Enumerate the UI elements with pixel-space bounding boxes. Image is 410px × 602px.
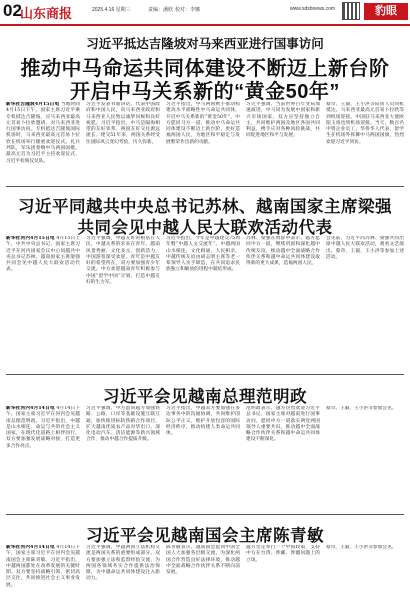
page-number: 02 [3, 1, 22, 20]
article1-headline-line2: 开启中马关系新的“黄金50年” [70, 81, 340, 103]
section-divider [6, 186, 404, 187]
section-divider [6, 374, 404, 375]
article1-column-5: 蔡奇、王毅、王小洪等陪同人员同机抵达。马来西亚最高元首易卜拉欣等到机场迎接。中国驻马来西亚大使欧阳玉靖也到机场迎接。当天，数百名中资企业员工、华侨华人代表、留学生在机场外挥舞中马两国国旗，热烈欢迎习近平到访。 [326, 102, 404, 145]
article1-column-2: 习近平发表书面讲话，代表中国政府和中国人民，向马来西亚政府和马来西亚人民致以诚挚问候和良好祝愿。习近平指出，中马是隔海相望的友好邻邦，两国友好交往源远流长。建交51年来，两国关系经受住国际风云变幻考验，历久弥新。 [86, 102, 160, 145]
article1-column-1 [6, 102, 80, 182]
article1-column-3: 习近平指出，中马两国携手推动构建高水平战略性中马命运共同体，开启中马关系新的“黄金50年”，中方愿同马方一道，推动中马命运共同体建设不断迈上新台阶，更好造福两国人民，为地区和平稳定与发展繁荣作出新的贡献。 [166, 102, 240, 145]
article3-paragraph: 4月14日下午，国家主席习近平在河内会见越南总理范明政。习近平指出，中越是山水相连、命运与共的社会主义国家，在现代化道路上相伴同行。双方要加强发展战略对接，打造更多合作亮点。 [6, 406, 80, 449]
article4-column-4: 越方坚定奉行一个中国政策，支持中方在台湾、涉藏、涉疆问题上的立场。 [246, 545, 320, 563]
article2-headline-line2: 共同会见中越人民大联欢活动代表 [77, 219, 333, 237]
article4-column-2: 习近平强调，中越两国立法机构交流是两国关系的重要组成部分。双方要加强立法和监督经验交流，为两国各领域务实合作提供法治保障，为中越命运共同体建设注入新动力。 [86, 545, 160, 582]
article2-headline-line1: 习近平同越共中央总书记苏林、越南国家主席梁强 [18, 198, 392, 216]
website-url: www.sdsbnews.com [290, 6, 336, 12]
article1-dateline: 新华社吉隆坡4月15日电 [6, 102, 60, 107]
article2-column-2: 习近平强调，中越友好的根基在人民，中越关系的未来在青年。越南风景秀丽、文化多元、创新活力，中国游客深受欢迎。青年是中越友好的希望所在，双方要加强青少年交流。中方欢迎越南青年积极参与中国“留学中国”计划，打造中越友好的生力军。 [86, 236, 160, 286]
article3-column-5: 蔡奇、王毅、王小洪等参加会见。 [326, 406, 397, 411]
editor-credit: 责编：潘欣 [148, 7, 174, 13]
article4-headline: 习近平会见越南国会主席陈青敏 [86, 527, 324, 545]
section-tag: 豹眼 [364, 3, 408, 20]
article4-paragraph: 4月14日下午，国家主席习近平在河内会见越南国会主席陈青敏。习近平指出，中越两国都处在改革发展的关键时期。双方要坚持战略引领，密切高层交往，共同推进社会主义事业发展。 [6, 545, 80, 588]
qr-code-icon [342, 2, 360, 20]
article2-paragraph: 4月15日上午，中共中央总书记、国家主席习近平在河内国家会议中心同越共中央总书记苏林、越南国家主席梁强共同会见中越人民大联欢活动代表。 [6, 236, 80, 273]
article1-column-4: 习近平强调，当前世界百年变局加速演进，中马同为发展中国家和新兴市场国家，双方应坚持独立自主，共同维护两国及地区各国共同利益，携手应对各种风险挑战，共同促进地区和平与发展。 [246, 102, 320, 139]
article2-column-4: 苏林、梁强在致辞中表示，越方愿同中方一道，继续巩固和深化越中传统友谊，推动越中全面战略合作伙伴关系和越中命运共同体建设取得新的更大成果，造福两国人民。 [246, 236, 320, 267]
article4-column-5: 蔡奇、王毅、王小洪等参加会见。 [326, 545, 397, 550]
article1-kicker: 习近平抵达吉隆坡对马来西亚进行国事访问 [86, 37, 324, 51]
proofreader-credit: 校对：李娜 [175, 7, 201, 13]
section-divider [6, 514, 404, 515]
paper-name: 山东商报 [20, 6, 73, 21]
article4-column-1 [6, 545, 80, 600]
article3-column-1 [6, 406, 80, 510]
article2-column-3: 习近平指出，今年是中越建交75周年暨“中越人文交流年”。中越两国山水相连，文化相通，人民相亲。中越传统友谊由胡志明主席等老一辈领导人亲手缔造，在共同追求民族独立和解放的进程中凝结形成。 [166, 236, 240, 273]
article1-paragraph: 当地时间4月15日下午，国家主席习近平乘专机抵达吉隆坡，应马来西亚最高元首易卜拉欣邀请，对马来西亚进行国事访问。专机抵达吉隆坡国际机场时，马来西亚最高元首易卜拉欣在机场举行隆重欢迎仪式。礼兵列队，军乐团奏响中马两国国歌。最高元首为习近平主持欢迎仪式，习近平检阅仪仗队。 [6, 102, 80, 164]
article3-column-3: 习近平指出，中越双方要加强在多边事务中的沟通协调，共同维护国际公平正义，维护开放包容的国际经济秩序，推动构建人类命运共同体。 [166, 406, 240, 437]
article3-headline: 习近平会见越南总理范明政 [103, 388, 307, 406]
issue-date: 2025.4.16 星期三 [92, 7, 131, 13]
article4-column-3: 陈青敏表示，越南国会愿同中国全国人大加强各层级交流，为深化两国合作营造良好法律环境，推动越中全面战略合作伙伴关系不断向前发展。 [166, 545, 240, 576]
article2-column-1 [6, 236, 80, 370]
article2-column-5: 会见前，习近平同苏林、梁强共同出席中越人民大联欢活动，观看文艺演出。蔡奇、王毅、王小洪等参加上述活动。 [326, 236, 404, 260]
article3-dateline: 新华社河内4月14日电 [6, 406, 55, 411]
article4-dateline: 新华社河内4月14日电 [6, 545, 55, 550]
newspaper-masthead [0, 0, 410, 26]
article3-column-2: 习近平强调，中方愿同越方加强铁路、公路、口岸等基础设施互联互通，加快推进标轨铁路合作项目，扩大越南优质农产品对华出口，深化电动汽车、清洁能源等新兴领域合作，推动中越合作提质升级。 [86, 406, 160, 443]
article3-column-4: 范明政表示，越方热烈欢迎习近平总书记、国家主席对越南进行国事访问，愿同中方一道落实两党两国领导人重要共识，推动越中全面战略合作伙伴关系和越中命运共同体建设不断深化。 [246, 406, 320, 443]
article1-headline-line1: 推动中马命运共同体建设不断迈上新台阶 [20, 58, 390, 80]
article2-dateline: 新华社河内4月15日电 [6, 236, 55, 241]
